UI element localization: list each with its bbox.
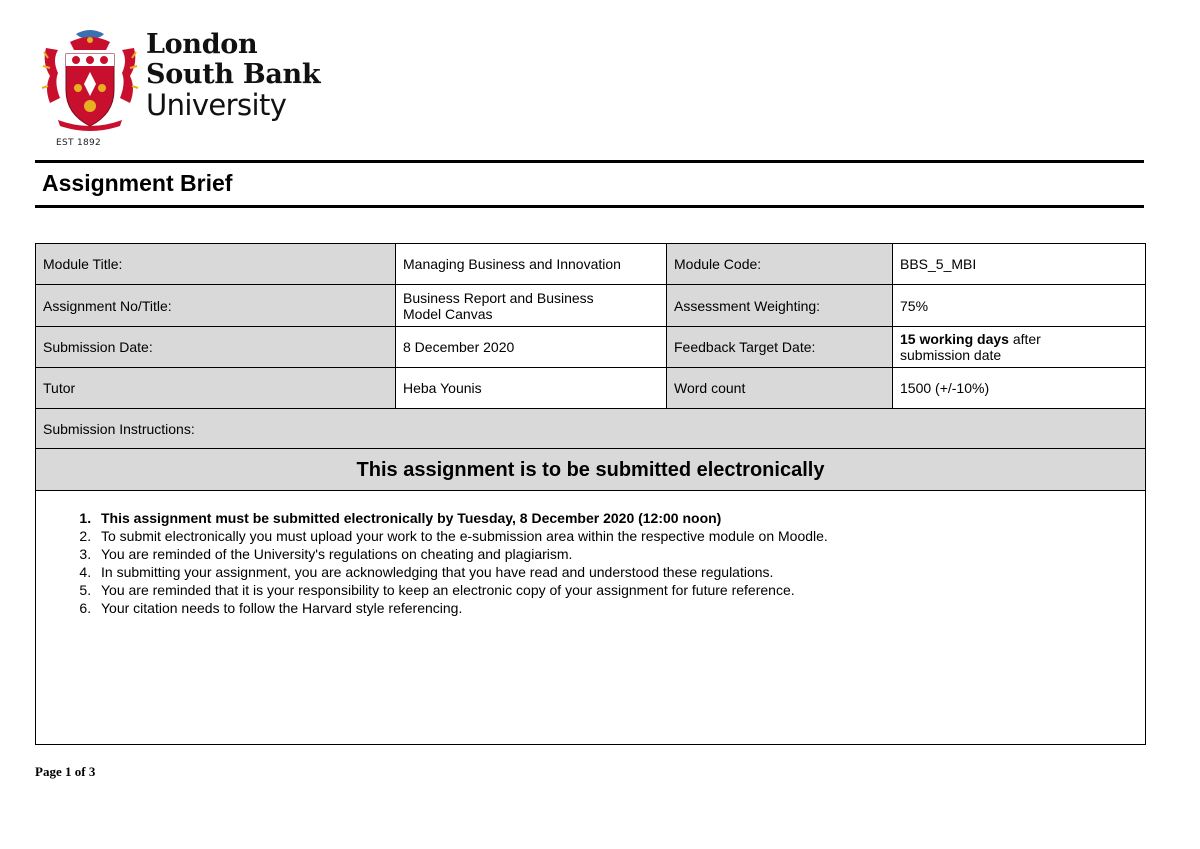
page-number — [35, 764, 95, 780]
page-total: 3 — [88, 764, 96, 779]
title-top-rule — [35, 160, 1144, 163]
table-row — [36, 409, 1146, 449]
list-item: 1. This assignment must be submitted electronically by Tuesday, 8 December 2020 (12:00 noon) — [95, 509, 1138, 527]
table-row — [36, 327, 1146, 368]
assignment-title-label: Assignment No/Title: — [36, 285, 396, 327]
submission-date-label: Submission Date: — [36, 327, 396, 368]
assignment-title-value — [396, 285, 667, 327]
tutor-label: Tutor — [36, 368, 396, 409]
list-item: 3. You are reminded of the University's regulations on cheating and plagiarism. — [95, 545, 1138, 563]
list-item: 6. Your citation needs to follow the Harvard style referencing. — [95, 599, 1138, 617]
submission-instructions-label: Submission Instructions: — [36, 409, 1146, 449]
electronic-submission-banner: This assignment is to be submitted electronically — [36, 449, 1146, 491]
logo-wordmark — [146, 30, 320, 120]
assignment-title-line-2: Model Canvas — [403, 305, 493, 322]
list-item: 4. In submitting your assignment, you are acknowledging that you have read and understood these regulations. — [95, 563, 1138, 581]
established-year: EST 1892 — [56, 138, 102, 148]
feedback-target-date-value — [893, 327, 1146, 368]
assessment-weighting-value: 75% — [893, 285, 1146, 327]
feedback-days-bold: 15 working days — [900, 331, 1009, 347]
feedback-target-date-label: Feedback Target Date: — [667, 327, 893, 368]
crest-icon — [40, 28, 140, 133]
module-code-value: BBS_5_MBI — [893, 244, 1146, 285]
assignment-title-line-1: Business Report and Business — [403, 289, 594, 306]
page-prefix: Page — [35, 764, 65, 779]
list-item: 2. To submit electronically you must upload your work to the e-submission area within the respective module on Moodle. — [95, 527, 1138, 545]
logo-line-3: University — [146, 88, 287, 122]
list-item: 5. You are reminded that it is your responsibility to keep an electronic copy of your assignment for future reference. — [95, 581, 1138, 599]
university-logo — [40, 28, 340, 153]
table-row — [36, 491, 1146, 745]
table-row — [36, 285, 1146, 327]
table-row — [36, 449, 1146, 491]
assignment-brief-table — [35, 243, 1146, 745]
word-count-label: Word count — [667, 368, 893, 409]
module-title-label: Module Title: — [36, 244, 396, 285]
instructions-list — [43, 509, 1138, 617]
assessment-weighting-label: Assessment Weighting: — [667, 285, 893, 327]
feedback-days-rest: after — [1008, 331, 1041, 347]
tutor-value: Heba Younis — [396, 368, 667, 409]
logo-line-1: London — [146, 29, 258, 60]
module-code-label: Module Code: — [667, 244, 893, 285]
title-bottom-rule — [35, 205, 1144, 208]
logo-line-2: South Bank — [146, 59, 321, 90]
page-of: of — [71, 764, 89, 779]
page-current: 1 — [64, 764, 72, 779]
module-title-value: Managing Business and Innovation — [396, 244, 667, 285]
instructions-cell — [36, 491, 1146, 745]
page-title: Assignment Brief — [42, 170, 233, 196]
submission-date-value: 8 December 2020 — [396, 327, 667, 368]
table-row — [36, 368, 1146, 409]
word-count-value: 1500 (+/-10%) — [893, 368, 1146, 409]
feedback-days-line-2: submission date — [900, 347, 1002, 363]
table-row — [36, 244, 1146, 285]
